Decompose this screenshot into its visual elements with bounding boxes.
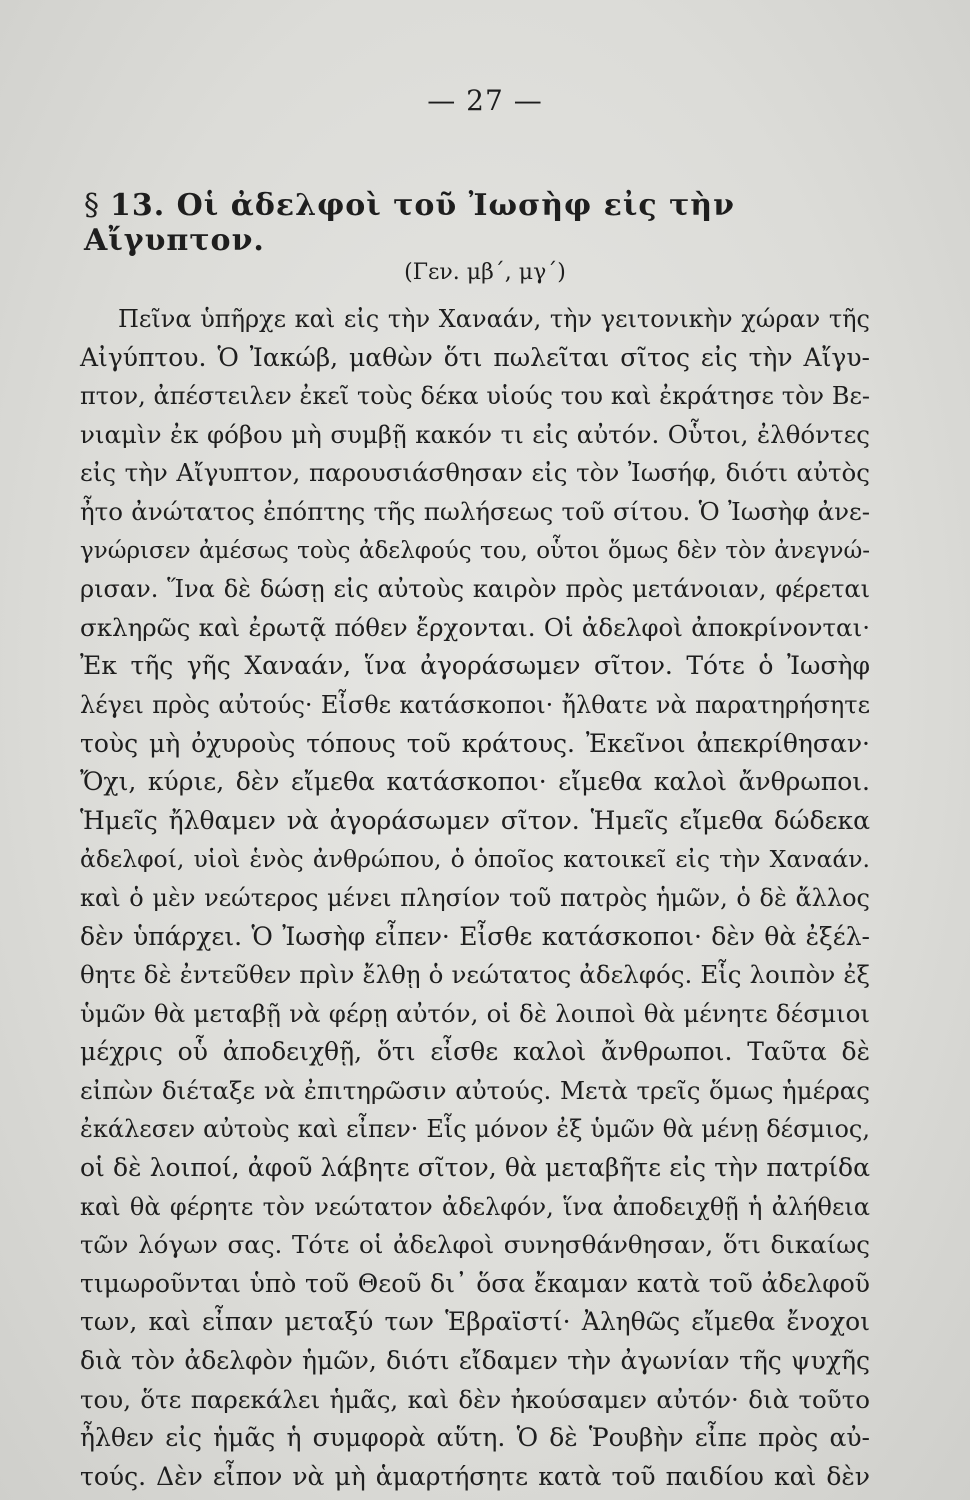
text-line: ἐκάλεσεν αὐτοὺς καὶ εἶπεν· Εἷς μόνον ἐξ ὑμῶν θὰ μένῃ δέσμιος, — [80, 1115, 870, 1144]
text-line: σκληρῶς καὶ ἐρωτᾷ πόθεν ἔρχονται. Οἱ ἀδελφοὶ ἀποκρίνονται· — [80, 612, 870, 642]
text-line: εἰπὼν διέταξε νὰ ἐπιτηρῶσιν αὐτούς. Μετὰ τρεῖς ὅμως ἡμέρας — [80, 1075, 870, 1105]
text-line: μέχρις οὗ ἀποδειχθῇ, ὅτι εἶσθε καλοὶ ἄνθρωποι. Ταῦτα δὲ — [80, 1037, 870, 1067]
text-line: τιμωροῦνται ὑπὸ τοῦ Θεοῦ δι᾿ ὅσα ἔκαμαν κατὰ τοῦ ἀδελφοῦ — [80, 1268, 870, 1298]
text-line: Ἐκ τῆς γῆς Χαναάν, ἵνα ἀγοράσωμεν σῖτον. Τότε ὁ Ἰωσὴφ — [80, 651, 870, 681]
text-line: του, ὅτε παρεκάλει ἡμᾶς, καὶ δὲν ἠκούσαμεν αὐτόν· διὰ τοῦτο — [80, 1384, 870, 1414]
text-line: ἦτο ἀνώτατος ἐπόπτης τῆς πωλήσεως τοῦ σίτου. Ὁ Ἰωσὴφ ἀνε- — [80, 496, 870, 526]
page-number: — 27 — — [427, 84, 543, 117]
text-line: ρισαν. Ἵνα δὲ δώσῃ εἰς αὐτοὺς καιρὸν πρὸς μετάνοιαν, φέρεται — [80, 575, 870, 604]
text-line: Ἡμεῖς ἤλθαμεν νὰ ἀγοράσωμεν σῖτον. Ἡμεῖς εἴμεθα δώδεκα — [80, 805, 870, 835]
text-line: Αἰγύπτου. Ὁ Ἰακώβ, μαθὼν ὅτι πωλεῖται σῖτος εἰς τὴν Αἴγυ- — [80, 342, 870, 372]
section-symbol: § — [84, 188, 100, 223]
body-text — [80, 300, 870, 1496]
text-line: ἦλθεν εἰς ἡμᾶς ἡ συμφορὰ αὕτη. Ὁ δὲ Ῥουβὴν εἶπε πρὸς αὐ- — [80, 1423, 870, 1453]
text-line: ἀδελφοί, υἱοὶ ἑνὸς ἀνθρώπου, ὁ ὁποῖος κατοικεῖ εἰς τὴν Χαναάν. — [80, 845, 870, 874]
text-line: τούς. Δὲν εἶπον νὰ μὴ ἁμαρτήσητε κατὰ τοῦ παιδίου καὶ δὲν — [80, 1461, 870, 1491]
text-line: γνώρισεν ἀμέσως τοὺς ἀδελφούς του, οὗτοι ὅμως δὲν τὸν ἀνεγνώ- — [80, 537, 870, 564]
text-line: λέγει πρὸς αὐτούς· Εἶσθε κατάσκοποι· ἤλθατε νὰ παρατηρήσητε — [80, 690, 870, 719]
scripture-reference: (Γεν. μβ΄, μγ΄) — [404, 260, 566, 285]
section-title: 13. Οἱ ἀδελφοὶ τοῦ Ἰωσὴφ εἰς τὴν Αἴγυπτον. — [84, 188, 735, 258]
text-line: οἱ δὲ λοιποί, ἀφοῦ λάβητε σῖτον, θὰ μεταβῆτε εἰς τὴν πατρίδα — [80, 1153, 870, 1183]
text-line: πτον, ἀπέστειλεν ἐκεῖ τοὺς δέκα υἱούς του καὶ ἐκράτησε τὸν Βε- — [80, 382, 870, 411]
text-line: Ὄχι, κύριε, δὲν εἴμεθα κατάσκοποι· εἴμεθα καλοὶ ἄνθρωποι. — [80, 767, 870, 797]
section-heading — [84, 188, 884, 258]
text-line: διὰ τὸν ἀδελφὸν ἡμῶν, διότι εἴδαμεν τὴν ἀγωνίαν τῆς ψυχῆς — [80, 1346, 870, 1376]
text-line: καὶ ὁ μὲν νεώτερος μένει πλησίον τοῦ πατρὸς ἡμῶν, ὁ δὲ ἄλλος — [80, 883, 870, 912]
text-line: καὶ θὰ φέρητε τὸν νεώτατον ἀδελφόν, ἵνα ἀποδειχθῇ ἡ ἀλήθεια — [80, 1192, 870, 1221]
text-line: ὑμῶν θὰ μεταβῇ νὰ φέρῃ αὐτόν, οἱ δὲ λοιποὶ θὰ μένητε δέσμιοι — [80, 998, 870, 1028]
text-line: εἰς τὴν Αἴγυπτον, παρουσιάσθησαν εἰς τὸν Ἰωσήφ, διότι αὐτὸς — [80, 458, 870, 488]
text-line: τῶν λόγων σας. Τότε οἱ ἀδελφοὶ συνησθάνθησαν, ὅτι δικαίως — [80, 1230, 870, 1260]
text-line: θητε δὲ ἐντεῦθεν πρὶν ἔλθῃ ὁ νεώτατος ἀδελφός. Εἷς λοιπὸν ἐξ — [80, 960, 870, 990]
text-line: των, καὶ εἶπαν μεταξύ των Ἑβραϊστί· Ἀληθῶς εἴμεθα ἔνοχοι — [80, 1307, 870, 1337]
text-line: νιαμὶν ἐκ φόβου μὴ συμβῇ κακόν τι εἰς αὐτόν. Οὗτοι, ἐλθόντες — [80, 419, 870, 449]
text-line: Πεῖνα ὑπῆρχε καὶ εἰς τὴν Χαναάν, τὴν γειτονικὴν χώραν τῆς — [118, 305, 870, 333]
text-line: τοὺς μὴ ὀχυροὺς τόπους τοῦ κράτους. Ἐκεῖνοι ἀπεκρίθησαν· — [80, 728, 870, 758]
text-line: δὲν ὑπάρχει. Ὁ Ἰωσὴφ εἶπεν· Εἶσθε κατάσκοποι· δὲν θὰ ἐξέλ- — [80, 921, 870, 951]
